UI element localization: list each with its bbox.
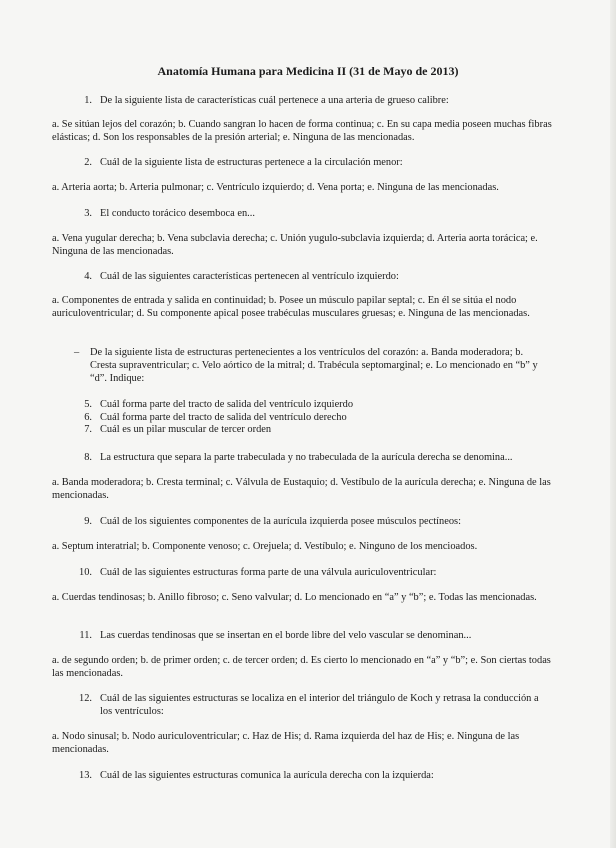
sub-question-7: [72, 424, 492, 437]
question-number: 2.: [84, 157, 92, 168]
answers-8: a. Banda moderadora; b. Cresta terminal; c. Válvula de Eustaquio; d. Vestíbulo de la aurícula derecha; e. Ninguna de las mencionadas.: [52, 477, 551, 502]
question-number: 8.: [84, 452, 92, 463]
question-number: 6.: [84, 411, 92, 423]
dash-bullet: –: [74, 347, 80, 358]
question-text: Cuál de las siguientes estructuras forma parte de una válvula auriculoventricular:: [100, 567, 437, 578]
question-text: Cuál de las siguientes estructuras se localiza en el interior del triángulo de Koch y retrasa la conducción a los ventrículos:: [100, 693, 539, 717]
question-3: [72, 207, 552, 220]
question-9: [72, 515, 552, 528]
question-text: Cuál de los siguientes componentes de la aurícula izquierda posee músculos pectíneos:: [100, 516, 461, 527]
question-text: Las cuerdas tendinosas que se insertan en el borde libre del velo vascular se denominan...: [100, 630, 472, 641]
question-text: De la siguiente lista de características cuál pertenece a una arteria de grueso calibre:: [100, 95, 449, 106]
sub-question-list: [72, 399, 492, 437]
shared-stem-text: De la siguiente lista de estructuras pertenecientes a los ventrículos del corazón: a. Banda moderadora; b. Cresta supraventricular; c. Velo aórtico de la mitral; d. Trabécula septomarginal; e. Lo mencionado en “b” y “d”. Indique:: [90, 347, 538, 385]
question-text: La estructura que separa la parte trabeculada y no trabeculada de la aurícula derecha se denomina...: [100, 452, 513, 463]
question-11: [72, 629, 552, 642]
question-number: 12.: [79, 693, 92, 704]
answers-2: a. Arteria aorta; b. Arteria pulmonar; c. Ventrículo izquierdo; d. Vena porta; e. Ninguna de las mencionadas.: [52, 182, 499, 193]
question-text: Cuál de las siguientes estructuras comunica la aurícula derecha con la izquierda:: [100, 770, 434, 781]
question-number: 9.: [84, 516, 92, 527]
page-title: Anatomía Humana para Medicina II (31 de Mayo de 2013): [157, 64, 459, 78]
question-number: 3.: [84, 208, 92, 219]
answers-11: a. de segundo orden; b. de primer orden; c. de tercer orden; d. Es cierto lo mencionado en “a” y “b”; e. Son ciertas todas las mencionadas.: [52, 655, 551, 680]
question-number: 1.: [84, 95, 92, 106]
question-text: Cuál forma parte del tracto de salida del ventrículo izquierdo: [100, 399, 354, 410]
question-2: [72, 156, 552, 169]
question-8: [72, 451, 562, 464]
answers-10: a. Cuerdas tendinosas; b. Anillo fibroso; c. Seno valvular; d. Lo mencionado en “a” y “b”; e. Todas las mencionadas.: [52, 592, 537, 603]
answers-4: a. Componentes de entrada y salida en continuidad; b. Posee un músculo papilar septal; c. En él se sitúa el nodo auriculoventricular; d. Su componente apical posee trabéculas musculares gruesas; e. Ninguna de las mencionadas.: [52, 295, 530, 320]
question-text: El conducto torácico desemboca en...: [100, 208, 255, 219]
answers-3: a. Vena yugular derecha; b. Vena subclavia derecha; c. Unión yugulo-subclavia izquierda; d. Arteria aorta torácica; e. Ninguna de las mencionadas.: [52, 233, 538, 258]
answers-12: a. Nodo sinusal; b. Nodo auriculoventricular; c. Haz de His; d. Rama izquierda del haz de His; e. Ninguna de las mencionadas.: [52, 731, 520, 756]
answers-1: a. Se sitúan lejos del corazón; b. Cuando sangran lo hacen de forma continua; c. En su capa media poseen muchas fibras elásticas; d. Son los responsables de la presión arterial; e. Ninguna de las mencionadas.: [52, 119, 552, 144]
question-number: 4.: [84, 271, 92, 282]
question-number: 7.: [84, 424, 92, 436]
answers-9: a. Septum interatrial; b. Componente venoso; c. Orejuela; d. Vestíbulo; e. Ninguno de los mencioados.: [52, 541, 478, 552]
question-12: [72, 692, 548, 718]
page-edge-shadow: [610, 0, 616, 848]
sub-question-6: [72, 412, 492, 425]
question-text: Cuál de las siguientes características pertenecen al ventrículo izquierdo:: [100, 271, 399, 282]
question-number: 11.: [79, 630, 92, 641]
question-text: Cuál es un pilar muscular de tercer orden: [100, 424, 272, 436]
question-13: [72, 769, 552, 782]
sub-question-5: [72, 399, 492, 412]
question-number: 10.: [79, 567, 92, 578]
question-10: [72, 566, 552, 579]
question-1: [72, 94, 552, 107]
question-text: Cuál forma parte del tracto de salida del ventrículo derecho: [100, 411, 347, 423]
question-number: 5.: [84, 399, 92, 410]
question-text: Cuál de la siguiente lista de estructuras pertenece a la circulación menor:: [100, 157, 403, 168]
question-4: [72, 270, 552, 283]
question-number: 13.: [79, 770, 92, 781]
